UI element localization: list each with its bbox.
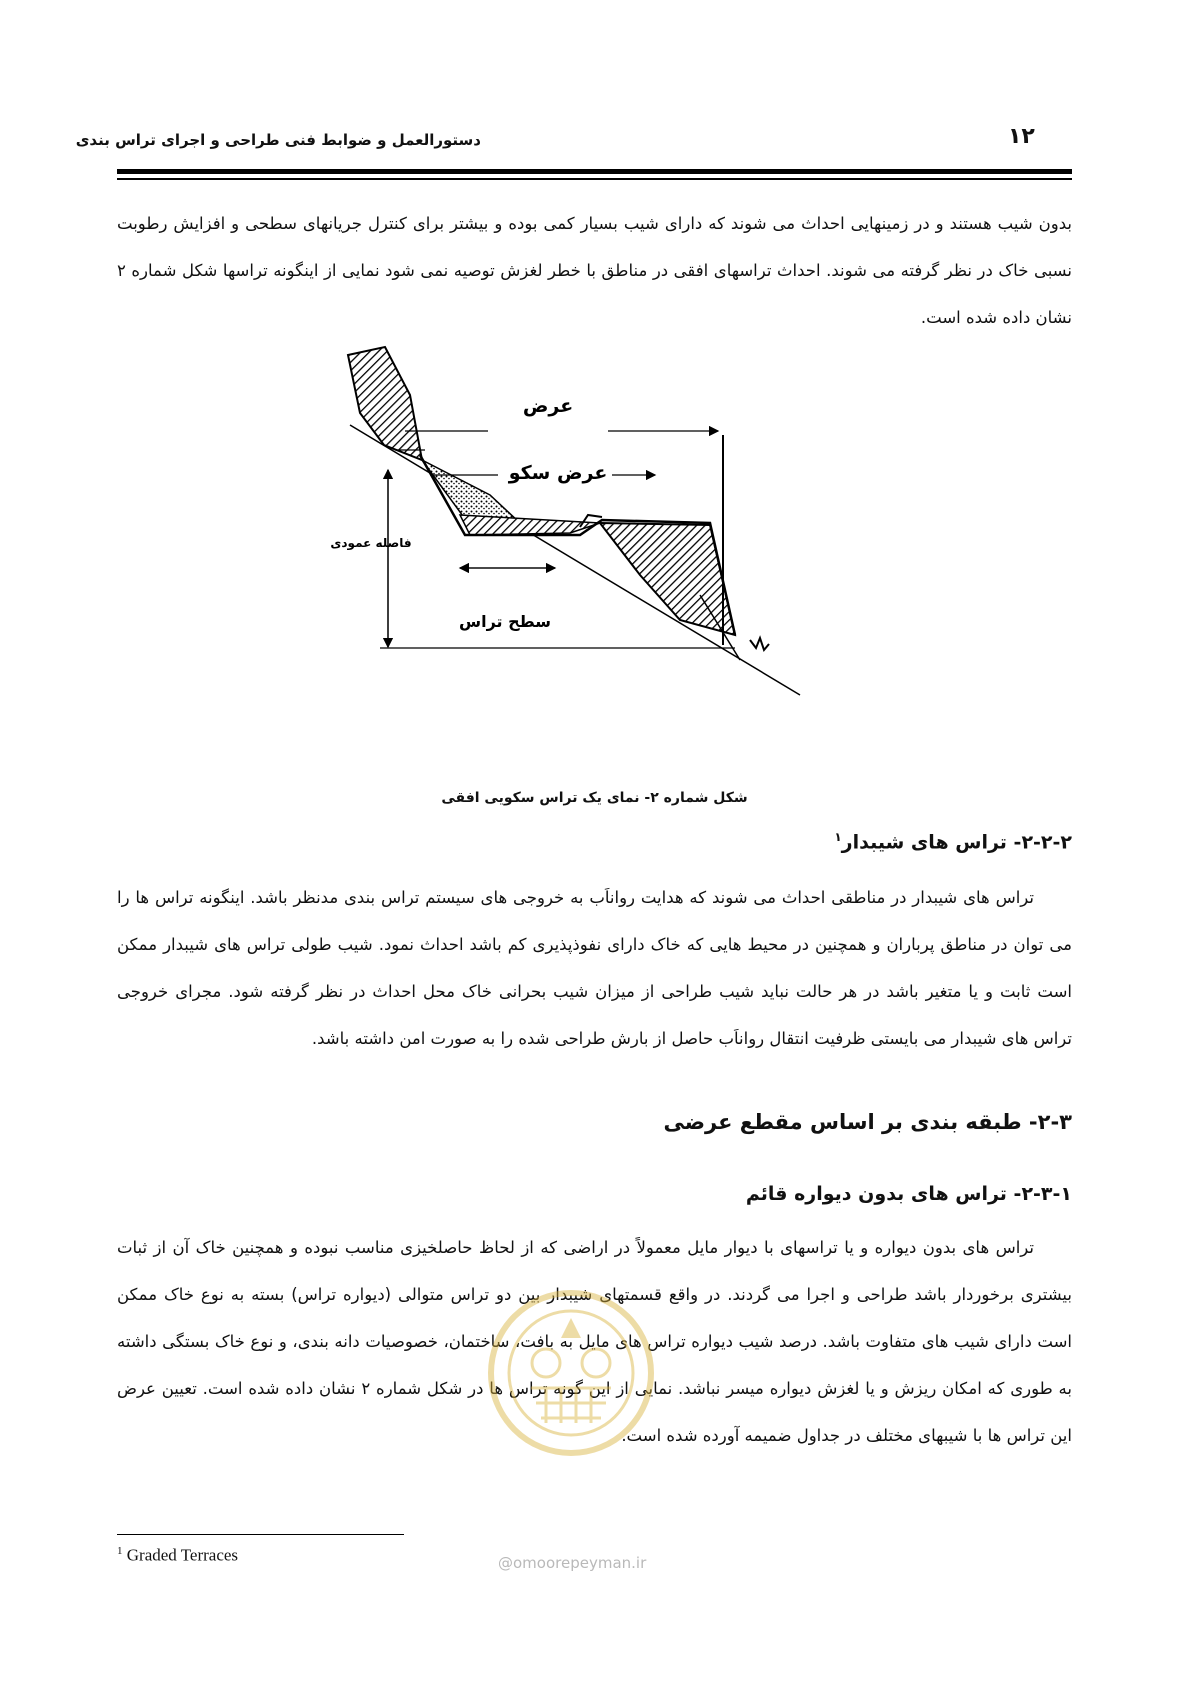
bench-fill — [460, 515, 600, 535]
footnote-text: Graded Terraces — [122, 1545, 239, 1565]
intro-paragraph: بدون شیب هستند و در زمینهایی احداث می شوند که دارای شیب بسیار کمی بوده و بیشتر برای کنترل جریانهای سطحی و افزایش رطوبت نسبی خاک در نظر گرفته می شوند. احداث تراسهای افقی در مناطق با خطر لغزش توصیه نمی شود نمایی از اینگونه تراسها شکل شماره ۲ نشان داده شده است. — [117, 214, 1072, 327]
figure-caption: شکل شماره ۲- نمای یک تراس سکویی افقی — [441, 790, 748, 806]
footnote — [117, 1545, 238, 1566]
label-bench-width: عرض سکو — [508, 462, 608, 484]
footnote-reference: ۱ — [834, 830, 842, 844]
running-title: دستورالعمل و ضوابط فنی طراحی و اجرای تراس بندی — [75, 131, 481, 149]
label-vertical-distance: فاصله عمودی — [330, 536, 412, 550]
footnote-mark: 1 — [117, 1545, 123, 1557]
grass-tuft — [750, 638, 769, 650]
label-width: عرض — [522, 395, 574, 417]
heading-number: ۲-۲-۲- — [1006, 831, 1072, 854]
heading-no-vertical-wall: ۲-۳-۱- تراس های بدون دیواره قائم — [745, 1183, 1072, 1205]
upper-cut-wedge — [348, 347, 422, 460]
riser-fill — [422, 460, 520, 523]
terrace-diagram — [330, 355, 860, 725]
heading-title: تراس های شیبدار — [841, 831, 1007, 854]
page-number: ۱۲ — [1008, 124, 1035, 149]
heading-graded-terraces — [834, 830, 1072, 853]
no-wall-paragraph: تراس های بدون دیواره و یا تراسهای با دیوار مایل معمولاً در اراضی که از لحاظ حاصلخیزی مناسب نبوده و همچنین خاک آن از ثبات بیشتری برخوردار باشد طراحی و اجرا می گردند. در واقع قسمتهای شیبدار بین دو تراس متوالی (دیواره تراس) بسته به نوع خاک ممکن است دارای شیب های متفاوت باشد. درصد شیب دیواره تراس های مایل به بافت، ساختمان، خصوصیات دانه بندی، و نوع خاک بستگی داشته به طوری که امکان ریزش و یا لغزش دیواره میسر نباشد. نمایی از این گونه تراس ها در شکل شماره ۲ نشان داده شده است. تعیین عرض این تراس ها با شیبهای مختلف در جداول ضمیمه آورده شده است. — [117, 1238, 1073, 1445]
watermark-text: @omoorepeyman.ir — [498, 1554, 647, 1572]
footnote-rule — [117, 1534, 404, 1535]
label-terrace-surface: سطح تراس — [459, 612, 551, 631]
heading-cross-section: ۲-۳- طبقه بندی بر اساس مقطع عرضی — [663, 1110, 1072, 1134]
graded-terraces-paragraph: تراس های شیبدار در مناطقی احداث می شوند که هدایت رواناَب به خروجی های سیستم تراس بندی مدنظر باشد. اینگونه تراس ها را می توان در مناطق پرباران و همچنین در محیط هایی که خاک دارای نفوذپذیری کم باشد احداث نمود. شیب طولی تراس های شیبدار ممکن است ثابت و یا متغیر باشد در هر حالت نباید شیب طراحی از میزان شیب بحرانی خاک محل احداث در نظر گرفته شود. مجرای خروجی تراس های شیبدار می بایستی ظرفیت انتقال رواناَب حاصل از بارش طراحی شده را به صورت امن داشته باشد. — [117, 888, 1072, 1048]
header-rule-thin — [117, 178, 1072, 180]
watermark-seal — [486, 1288, 656, 1458]
header-rule-thick — [117, 169, 1072, 174]
